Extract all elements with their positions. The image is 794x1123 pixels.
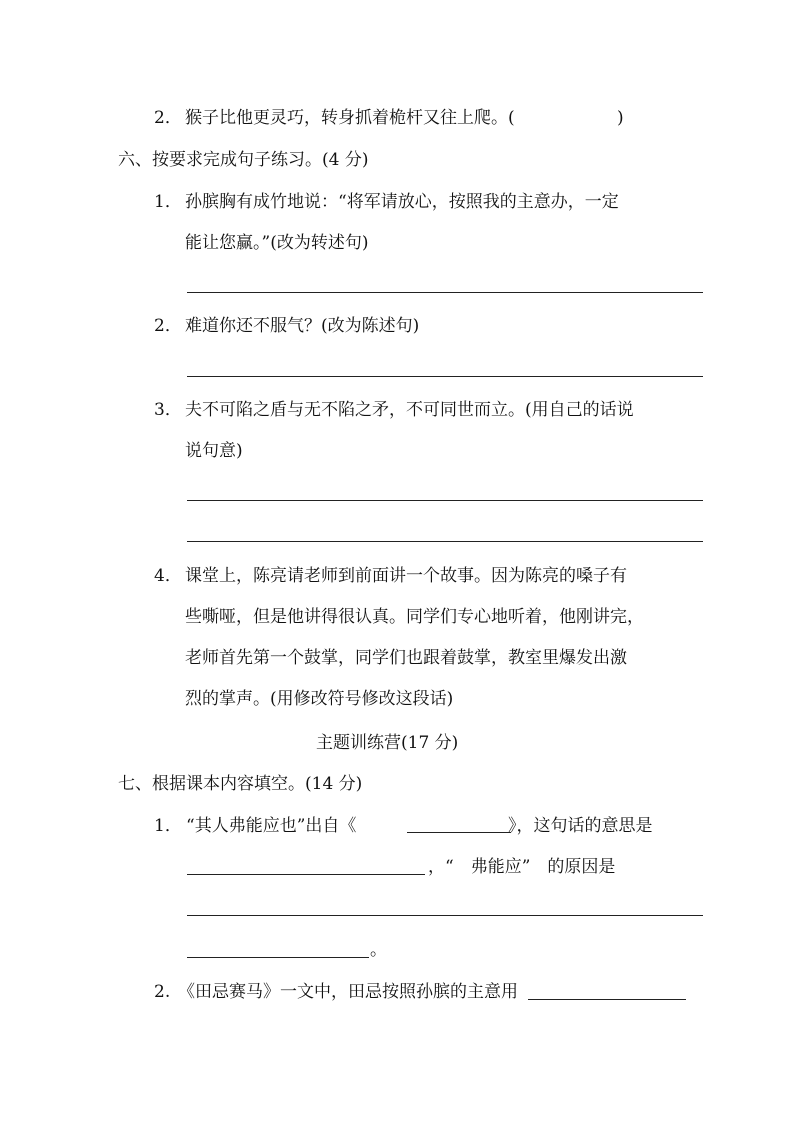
q5-2-text: 猴子比他更灵巧，转身抓着桅杆又往上爬。( bbox=[185, 108, 515, 128]
q7-1-blank-source[interactable] bbox=[407, 832, 511, 833]
q7-1-blank-meaning[interactable] bbox=[187, 874, 425, 875]
q6-2-text: 难道你还不服气？(改为陈述句) bbox=[185, 316, 420, 336]
q7-1-text-a: “其人弗能应也”出自《 bbox=[186, 816, 357, 836]
q7-1-end-mark: 。 bbox=[370, 940, 387, 960]
q6-3-number: 3． bbox=[154, 400, 182, 420]
q7-2-text: 《田忌赛马》一文中，田忌按照孙膑的主意用 bbox=[178, 982, 518, 1002]
q6-2-number: 2． bbox=[154, 316, 182, 336]
q6-3-answer-line-1[interactable] bbox=[187, 500, 703, 501]
q5-2-close-paren: ) bbox=[617, 108, 624, 128]
q6-1-number: 1． bbox=[154, 192, 182, 212]
q6-4-line: 些嘶哑，但是他讲得很认真。同学们专心地听着，他刚讲完， bbox=[185, 607, 644, 627]
q6-4-number: 4． bbox=[154, 566, 182, 586]
q7-1-text-b: 》，这句话的意思是 bbox=[508, 816, 653, 836]
section-6-title: 六、按要求完成句子练习。(4 分) bbox=[118, 150, 369, 170]
q6-2-answer-line[interactable] bbox=[187, 376, 703, 377]
q6-4-line: 课堂上，陈亮请老师到前面讲一个故事。因为陈亮的嗓子有 bbox=[185, 566, 627, 586]
q5-2-number: 2． bbox=[154, 108, 182, 128]
section-7-title: 七、根据课本内容填空。(14 分) bbox=[118, 774, 363, 794]
q6-3-answer-line-2[interactable] bbox=[187, 541, 703, 542]
q6-3-line1: 夫不可陷之盾与无不陷之矛，不可同世而立。(用自己的话说 bbox=[185, 400, 634, 420]
q7-1-number: 1． bbox=[154, 816, 182, 836]
q7-2-number: 2. bbox=[154, 982, 171, 1002]
q7-1-blank-reason-2[interactable] bbox=[187, 957, 369, 958]
theme-camp-title: 主题训练营(17 分) bbox=[316, 733, 459, 753]
q6-1-answer-line[interactable] bbox=[187, 292, 703, 293]
q6-4-line: 烈的掌声。(用修改符号修改这段话) bbox=[185, 689, 454, 709]
q7-1-blank-reason-1[interactable] bbox=[187, 915, 703, 916]
q6-3-line2: 说句意) bbox=[185, 441, 243, 461]
q6-4-line: 老师首先第一个鼓掌，同学们也跟着鼓掌，教室里爆发出激 bbox=[185, 648, 627, 668]
q7-1-text-c: ，“ 弗能应” 的原因是 bbox=[428, 857, 616, 877]
q7-2-blank[interactable] bbox=[528, 999, 686, 1000]
q6-1-line1: 孙膑胸有成竹地说：“将军请放心，按照我的主意办，一定 bbox=[185, 192, 619, 212]
q6-1-line2: 能让您赢。”(改为转述句) bbox=[185, 233, 369, 253]
